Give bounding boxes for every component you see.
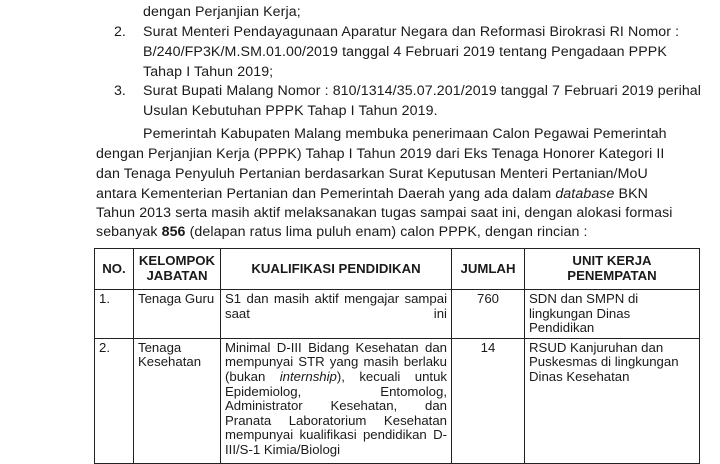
paragraph-line — [96, 224, 588, 241]
list-item-text: B/240/FP3K/M.SM.01.00/2019 tanggal 4 Februari 2019 tentang Pengadaan PPPK — [143, 44, 667, 60]
cell-jumlah: 14 — [452, 338, 525, 463]
cell-unit: SDN dan SMPN di lingkungan Dinas Pendidikan — [525, 290, 700, 339]
allocation-table — [94, 248, 700, 464]
paragraph-italic-term: database — [555, 186, 615, 202]
cell-unit: RSUD Kanjuruhan dan Puskesmas di lingkungan Dinas Kesehatan — [525, 338, 700, 463]
kualifikasi-text: ), kecuali untuk Epidemiolog, Entomolog, Administrator Kesehatan, dan Pranata Laboratorium Kesehatan mempunyai kualifikasi pendidikan D-III/S-1 Kimia/Biologi — [225, 368, 447, 457]
table-header-row — [95, 249, 700, 290]
paragraph-line — [96, 186, 648, 203]
cell-kualifikasi: S1 dan masih aktif mengajar sampai saat ini — [221, 290, 452, 339]
paragraph-line: Pemerintah Kabupaten Malang membuka penerimaan Calon Pegawai Pemerintah — [143, 126, 667, 142]
cell-no: 1. — [95, 290, 134, 339]
list-number: 2. — [114, 24, 126, 40]
cell-kelompok: Tenaga Kesehatan — [134, 338, 221, 463]
kualifikasi-italic-term: internship — [279, 368, 337, 384]
header-unit: UNIT KERJA PENEMPATAN — [525, 249, 700, 290]
cell-no: 2. — [95, 338, 134, 463]
header-jumlah: JUMLAH — [452, 249, 525, 290]
paragraph-line: dan Tenaga Penyuluh Pertanian berdasarkan Surat Keputusan Menteri Pertanian/MoU — [96, 166, 648, 182]
list-item-continuation: dengan Perjanjian Kerja; — [143, 4, 301, 20]
cell-kelompok: Tenaga Guru — [134, 290, 221, 339]
table-row — [95, 290, 700, 339]
paragraph-text: BKN — [614, 186, 649, 202]
paragraph-line: Tahun 2013 serta masih aktif melaksanakan tugas sampai saat ini, dengan alokasi formasi — [96, 205, 673, 221]
cell-jumlah: 760 — [452, 290, 525, 339]
paragraph-text: sebanyak — [96, 224, 162, 240]
list-number: 3. — [114, 83, 126, 99]
formation-count: 856 — [161, 224, 186, 240]
paragraph-line: dengan Perjanjian Kerja (PPPK) Tahap I Tahun 2019 dari Eks Tenaga Honorer Kategori II — [96, 146, 665, 162]
list-item-text: Tahap I Tahun 2019; — [143, 64, 274, 80]
header-kualifikasi: KUALIFIKASI PENDIDIKAN — [221, 249, 452, 290]
header-kelompok: KELOMPOK JABATAN — [134, 249, 221, 290]
header-no: NO. — [95, 249, 134, 290]
kualifikasi-text: Minimal D-III Bidang Kesehatan dan mempunyai STR yang masih berlaku (bukan — [225, 339, 447, 384]
cell-kualifikasi — [221, 338, 452, 463]
list-item-text: Surat Menteri Pendayagunaan Aparatur Negara dan Reformasi Birokrasi RI Nomor : — [143, 24, 680, 40]
paragraph-text: (delapan ratus lima puluh enam) calon PPPK, dengan rincian : — [185, 224, 588, 240]
paragraph-text: antara Kementerian Pertanian dan Pemerintah Daerah yang ada dalam — [96, 186, 556, 202]
table-row — [95, 338, 700, 463]
list-item-text: Usulan Kebutuhan PPPK Tahap I Tahun 2019. — [143, 103, 438, 119]
list-item-text: Surat Bupati Malang Nomor : 810/1314/35.07.201/2019 tanggal 7 Februari 2019 perihal — [143, 83, 702, 99]
